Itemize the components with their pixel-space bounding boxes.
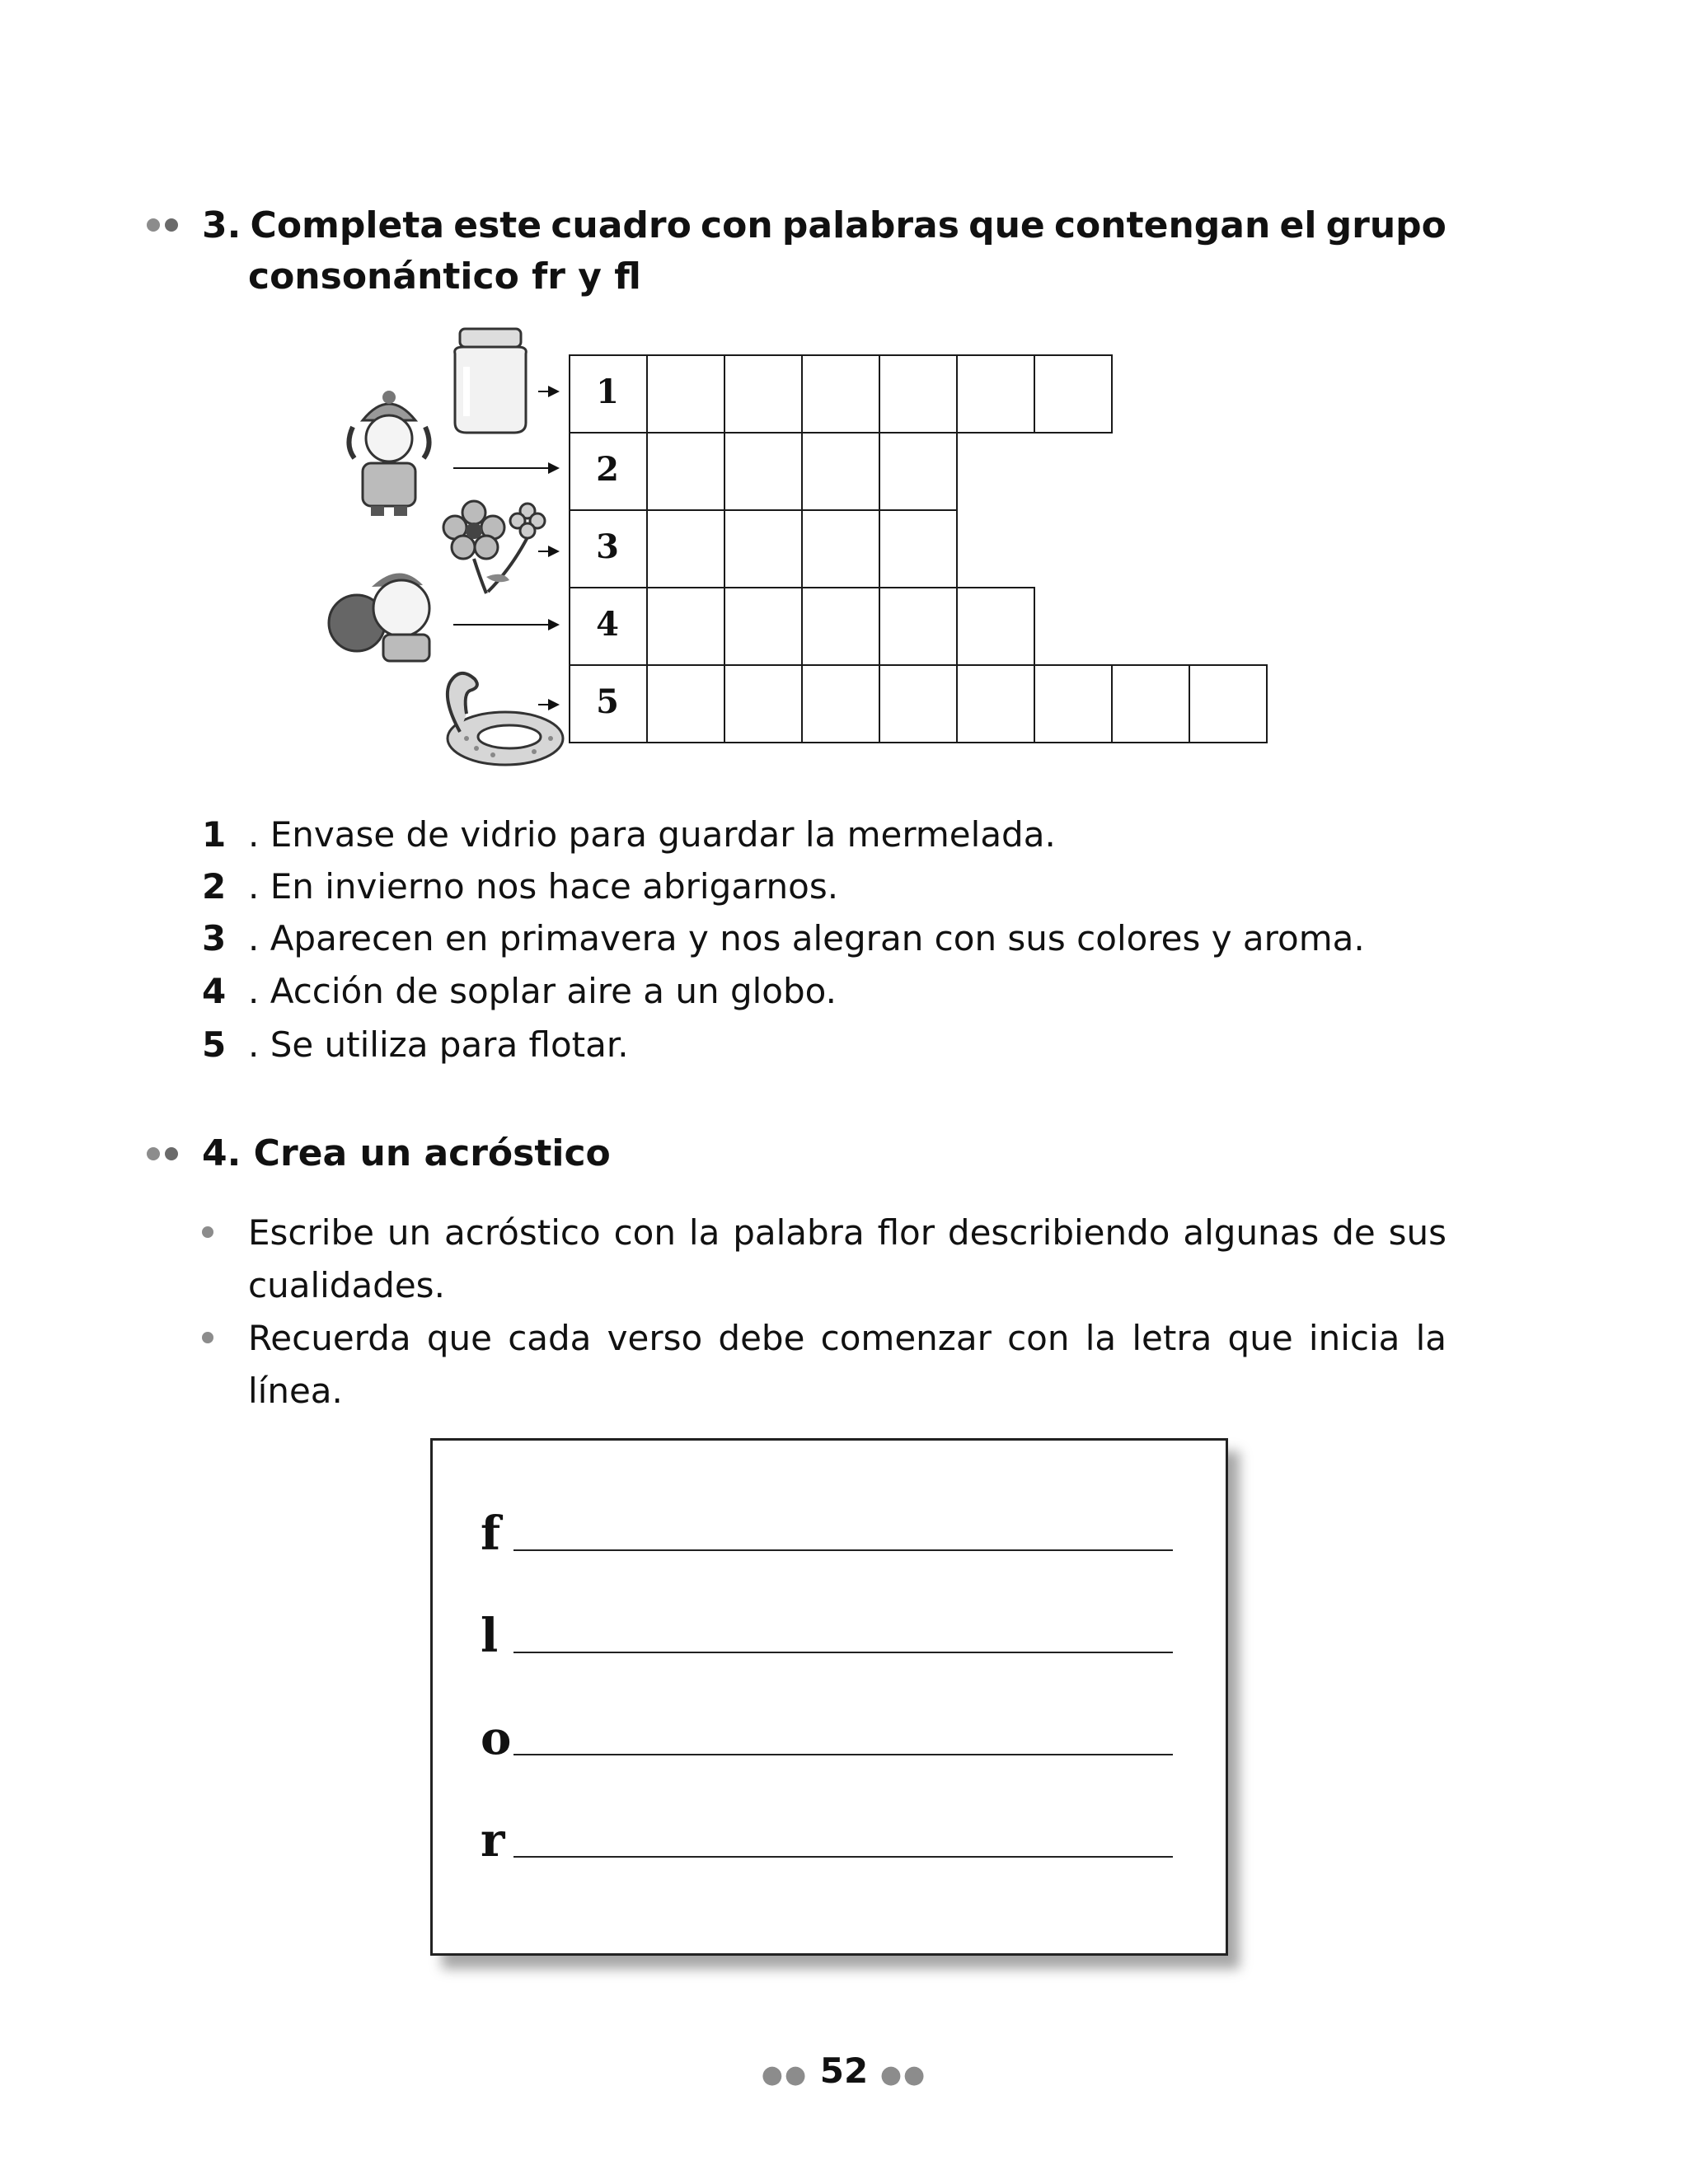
grid-row-number: 3 [596, 527, 619, 566]
grid-letter-cell[interactable] [879, 354, 958, 434]
grid-row-number: 1 [596, 373, 619, 411]
jar-icon [445, 326, 536, 437]
grid-letter-cell[interactable] [879, 432, 958, 511]
arrow-4 [453, 624, 558, 626]
bullet-dot [202, 1332, 213, 1343]
grid-letter-cell[interactable] [801, 509, 880, 588]
acrostic-line-r: r [481, 1813, 1173, 1868]
grid-letter-cell[interactable] [724, 587, 803, 666]
acrostic-line-f: f [481, 1507, 1173, 1561]
grid-letter-cell[interactable] [724, 354, 803, 434]
exercise-4-title: 4. Crea un acróstico [202, 1132, 611, 1174]
clue-3: 3 . Aparecen en primavera y nos alegran con sus colores y aroma. [202, 918, 1365, 958]
clue-2: 2 . En invierno nos hace abrigarnos. [202, 866, 839, 907]
grid-letter-cell[interactable] [724, 432, 803, 511]
arrow-3 [538, 551, 558, 552]
bullet-2: Recuerda que cada verso debe comenzar con la letra que inicia la línea. [202, 1312, 1447, 1418]
swan-float-icon [427, 666, 567, 769]
grid-letter-cell[interactable] [879, 664, 958, 743]
grid-letter-cell[interactable] [801, 587, 880, 666]
write-line[interactable] [513, 1854, 1173, 1858]
write-line[interactable] [513, 1548, 1173, 1551]
grid-letter-cell[interactable] [1189, 664, 1268, 743]
clue-4: 4 . Acción de soplar aire a un globo. [202, 971, 837, 1011]
acrostic-line-o: o [481, 1711, 1173, 1765]
grid-letter-cell[interactable] [801, 432, 880, 511]
grid-letter-cell[interactable] [646, 354, 725, 434]
grid-letter-cell[interactable] [1034, 664, 1113, 743]
grid-letter-cell[interactable] [646, 432, 725, 511]
grid-row-number: 2 [596, 450, 619, 489]
flowers-icon [437, 494, 556, 598]
grid-letter-cell[interactable] [1111, 664, 1190, 743]
grid-letter-cell[interactable] [646, 664, 725, 743]
arrow-5 [538, 704, 558, 705]
acrostic-box [430, 1438, 1228, 1956]
heading-dots-4 [147, 1147, 178, 1160]
cold-girl-icon [338, 387, 441, 519]
acrostic-line-l: l [481, 1609, 1173, 1663]
exercise-3-title: 3. Completa este cuadro con palabras que contengan el grupo consonántico fr y fl [202, 204, 1447, 298]
grid-letter-cell[interactable] [646, 587, 725, 666]
grid-letter-cell[interactable] [1034, 354, 1113, 434]
grid-row-number: 4 [596, 605, 619, 644]
grid-letter-cell[interactable] [956, 354, 1035, 434]
balloon-boy-icon [326, 560, 445, 663]
clue-5: 5 . Se utiliza para flotar. [202, 1024, 629, 1065]
grid-letter-cell[interactable] [801, 664, 880, 743]
grid-letter-cell[interactable] [724, 664, 803, 743]
arrow-2 [453, 467, 558, 469]
bullet-1: Escribe un acróstico con la palabra flor describiendo algunas de sus cualidades. [202, 1207, 1447, 1312]
grid-letter-cell[interactable] [801, 354, 880, 434]
grid-letter-cell[interactable] [724, 509, 803, 588]
arrow-1 [538, 391, 558, 392]
write-line[interactable] [513, 1752, 1173, 1755]
clue-1: 1 . Envase de vidrio para guardar la mermelada. [202, 814, 1056, 855]
grid-letter-cell[interactable] [646, 509, 725, 588]
grid-letter-cell[interactable] [956, 664, 1035, 743]
page-number: ●● 52 ●● [761, 2050, 927, 2091]
write-line[interactable] [513, 1650, 1173, 1653]
grid-letter-cell[interactable] [879, 509, 958, 588]
heading-dots-3 [147, 218, 178, 232]
grid-row-number: 5 [596, 682, 619, 721]
grid-letter-cell[interactable] [956, 587, 1035, 666]
bullet-dot [202, 1226, 213, 1238]
grid-letter-cell[interactable] [879, 587, 958, 666]
